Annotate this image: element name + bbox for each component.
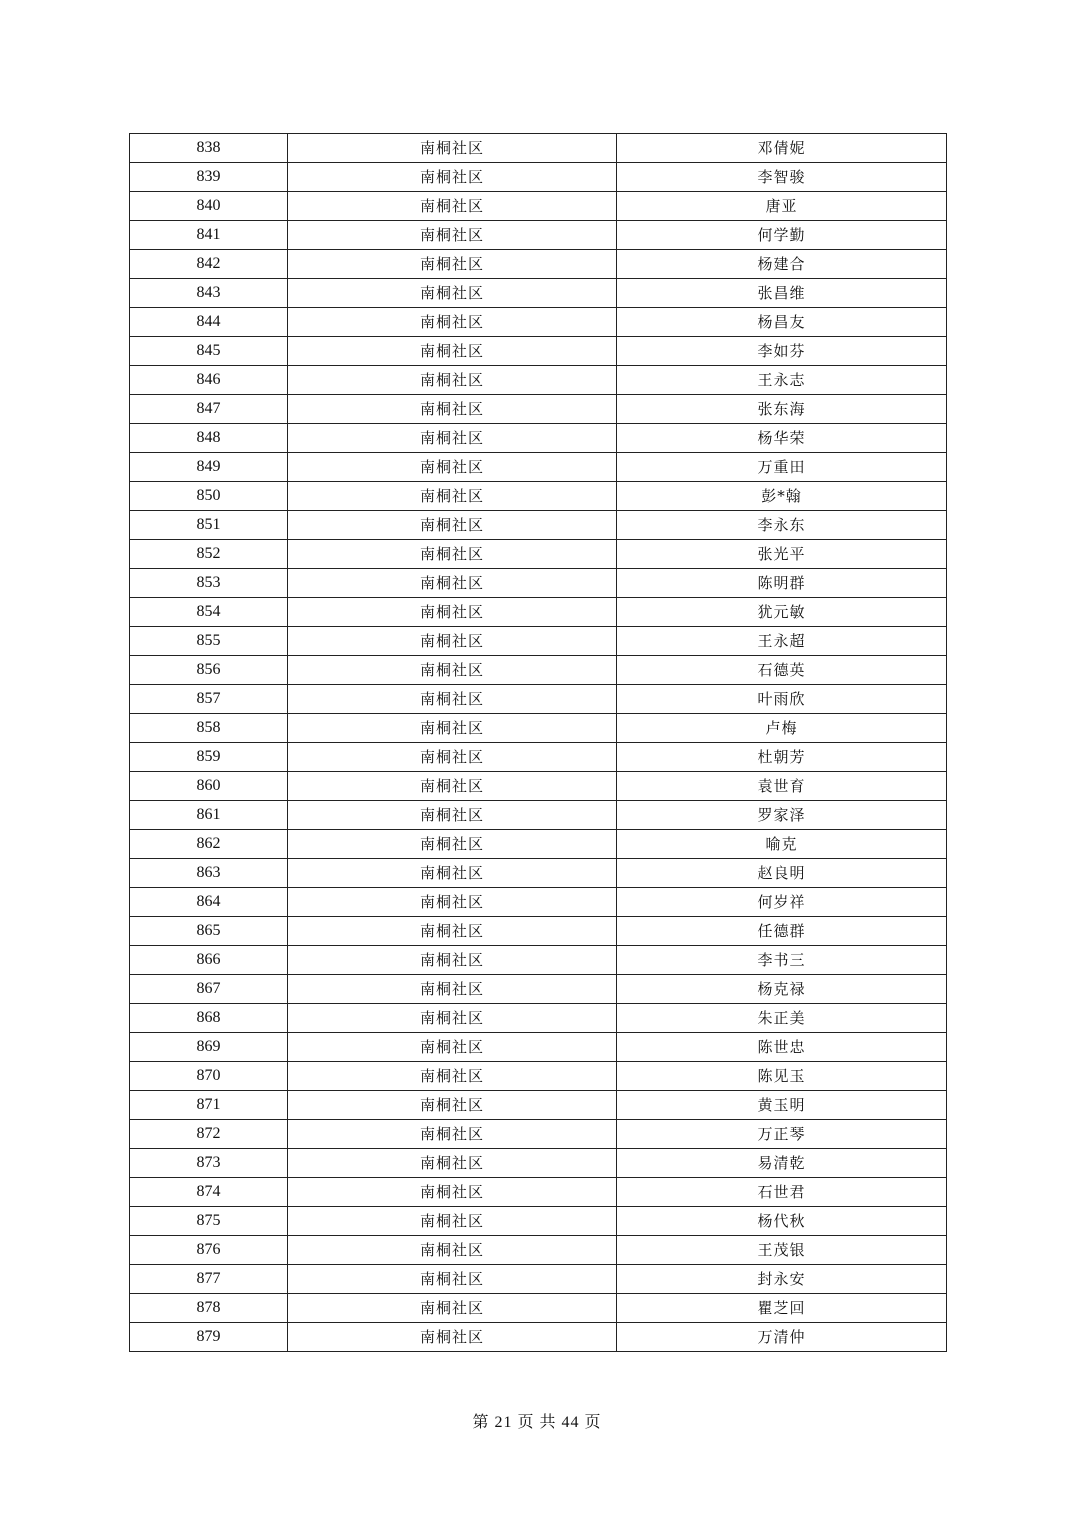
name-cell: 张东海 (617, 395, 947, 424)
name-cell: 彭*翰 (617, 482, 947, 511)
table-row (130, 279, 947, 308)
row-number-cell: 839 (130, 163, 288, 192)
name-cell: 王茂银 (617, 1236, 947, 1265)
name-cell: 犹元敏 (617, 598, 947, 627)
community-cell: 南桐社区 (288, 975, 617, 1004)
row-number-cell: 847 (130, 395, 288, 424)
row-number-cell: 841 (130, 221, 288, 250)
table-row (130, 1091, 947, 1120)
table-row (130, 424, 947, 453)
row-number-cell: 874 (130, 1178, 288, 1207)
name-cell: 万正琴 (617, 1120, 947, 1149)
row-number-cell: 860 (130, 772, 288, 801)
table-row (130, 337, 947, 366)
name-cell: 李永东 (617, 511, 947, 540)
table-row (130, 627, 947, 656)
table-row (130, 859, 947, 888)
community-cell: 南桐社区 (288, 714, 617, 743)
table-row (130, 540, 947, 569)
name-cell: 王永志 (617, 366, 947, 395)
table-row (130, 830, 947, 859)
name-cell: 杨代秋 (617, 1207, 947, 1236)
name-cell: 何岁祥 (617, 888, 947, 917)
table-row (130, 685, 947, 714)
row-number-cell: 864 (130, 888, 288, 917)
table-row (130, 656, 947, 685)
row-number-cell: 873 (130, 1149, 288, 1178)
name-cell: 杨克禄 (617, 975, 947, 1004)
community-cell: 南桐社区 (288, 482, 617, 511)
table-row (130, 1207, 947, 1236)
name-cell: 喻克 (617, 830, 947, 859)
name-cell: 石世君 (617, 1178, 947, 1207)
community-cell: 南桐社区 (288, 1033, 617, 1062)
community-cell: 南桐社区 (288, 453, 617, 482)
name-cell: 何学勤 (617, 221, 947, 250)
community-cell: 南桐社区 (288, 1323, 617, 1352)
table-row (130, 1236, 947, 1265)
row-number-cell: 879 (130, 1323, 288, 1352)
row-number-cell: 858 (130, 714, 288, 743)
row-number-cell: 852 (130, 540, 288, 569)
community-cell: 南桐社区 (288, 946, 617, 975)
table-row (130, 192, 947, 221)
row-number-cell: 846 (130, 366, 288, 395)
community-cell: 南桐社区 (288, 1294, 617, 1323)
name-cell: 张昌维 (617, 279, 947, 308)
table-row (130, 366, 947, 395)
table-row (130, 714, 947, 743)
community-cell: 南桐社区 (288, 192, 617, 221)
table-row (130, 1178, 947, 1207)
row-number-cell: 857 (130, 685, 288, 714)
community-cell: 南桐社区 (288, 1004, 617, 1033)
row-number-cell: 878 (130, 1294, 288, 1323)
row-number-cell: 867 (130, 975, 288, 1004)
table-row (130, 1149, 947, 1178)
table-row (130, 917, 947, 946)
community-cell: 南桐社区 (288, 366, 617, 395)
community-cell: 南桐社区 (288, 279, 617, 308)
community-cell: 南桐社区 (288, 163, 617, 192)
community-cell: 南桐社区 (288, 395, 617, 424)
row-number-cell: 849 (130, 453, 288, 482)
row-number-cell: 854 (130, 598, 288, 627)
community-cell: 南桐社区 (288, 1207, 617, 1236)
name-cell: 黄玉明 (617, 1091, 947, 1120)
roster-table (129, 133, 947, 1352)
table-row (130, 482, 947, 511)
community-cell: 南桐社区 (288, 917, 617, 946)
table-row (130, 395, 947, 424)
community-cell: 南桐社区 (288, 134, 617, 163)
community-cell: 南桐社区 (288, 627, 617, 656)
name-cell: 杨昌友 (617, 308, 947, 337)
name-cell: 万重田 (617, 453, 947, 482)
community-cell: 南桐社区 (288, 859, 617, 888)
row-number-cell: 862 (130, 830, 288, 859)
community-cell: 南桐社区 (288, 1062, 617, 1091)
row-number-cell: 838 (130, 134, 288, 163)
name-cell: 陈见玉 (617, 1062, 947, 1091)
community-cell: 南桐社区 (288, 424, 617, 453)
community-cell: 南桐社区 (288, 337, 617, 366)
name-cell: 万清仲 (617, 1323, 947, 1352)
community-cell: 南桐社区 (288, 801, 617, 830)
name-cell: 张光平 (617, 540, 947, 569)
row-number-cell: 843 (130, 279, 288, 308)
table-row (130, 1033, 947, 1062)
table-row (130, 1120, 947, 1149)
name-cell: 朱正美 (617, 1004, 947, 1033)
table-row (130, 134, 947, 163)
name-cell: 李如芬 (617, 337, 947, 366)
name-cell: 瞿芝回 (617, 1294, 947, 1323)
row-number-cell: 850 (130, 482, 288, 511)
roster-table-body (130, 134, 947, 1352)
community-cell: 南桐社区 (288, 1120, 617, 1149)
community-cell: 南桐社区 (288, 1149, 617, 1178)
row-number-cell: 844 (130, 308, 288, 337)
name-cell: 杨建合 (617, 250, 947, 279)
community-cell: 南桐社区 (288, 743, 617, 772)
table-row (130, 221, 947, 250)
row-number-cell: 842 (130, 250, 288, 279)
row-number-cell: 869 (130, 1033, 288, 1062)
community-cell: 南桐社区 (288, 830, 617, 859)
name-cell: 王永超 (617, 627, 947, 656)
row-number-cell: 851 (130, 511, 288, 540)
name-cell: 唐亚 (617, 192, 947, 221)
table-row (130, 743, 947, 772)
page-footer (0, 1409, 1074, 1432)
table-row (130, 308, 947, 337)
name-cell: 赵良明 (617, 859, 947, 888)
community-cell: 南桐社区 (288, 598, 617, 627)
table-row (130, 569, 947, 598)
community-cell: 南桐社区 (288, 1265, 617, 1294)
community-cell: 南桐社区 (288, 569, 617, 598)
community-cell: 南桐社区 (288, 250, 617, 279)
table-row (130, 1265, 947, 1294)
community-cell: 南桐社区 (288, 308, 617, 337)
table-row (130, 1062, 947, 1091)
table-row (130, 801, 947, 830)
table-row (130, 772, 947, 801)
table-row (130, 946, 947, 975)
community-cell: 南桐社区 (288, 540, 617, 569)
name-cell: 陈世忠 (617, 1033, 947, 1062)
name-cell: 任德群 (617, 917, 947, 946)
community-cell: 南桐社区 (288, 1178, 617, 1207)
name-cell: 袁世育 (617, 772, 947, 801)
table-row (130, 250, 947, 279)
community-cell: 南桐社区 (288, 511, 617, 540)
row-number-cell: 877 (130, 1265, 288, 1294)
row-number-cell: 876 (130, 1236, 288, 1265)
name-cell: 李智骏 (617, 163, 947, 192)
row-number-cell: 863 (130, 859, 288, 888)
name-cell: 叶雨欣 (617, 685, 947, 714)
table-row (130, 511, 947, 540)
row-number-cell: 871 (130, 1091, 288, 1120)
row-number-cell: 853 (130, 569, 288, 598)
name-cell: 邓倩妮 (617, 134, 947, 163)
community-cell: 南桐社区 (288, 1091, 617, 1120)
table-row (130, 888, 947, 917)
name-cell: 罗家泽 (617, 801, 947, 830)
table-row (130, 1323, 947, 1352)
community-cell: 南桐社区 (288, 221, 617, 250)
name-cell: 卢梅 (617, 714, 947, 743)
row-number-cell: 870 (130, 1062, 288, 1091)
row-number-cell: 856 (130, 656, 288, 685)
row-number-cell: 868 (130, 1004, 288, 1033)
row-number-cell: 859 (130, 743, 288, 772)
row-number-cell: 855 (130, 627, 288, 656)
name-cell: 李书三 (617, 946, 947, 975)
name-cell: 石德英 (617, 656, 947, 685)
name-cell: 杨华荣 (617, 424, 947, 453)
name-cell: 易清乾 (617, 1149, 947, 1178)
table-row (130, 453, 947, 482)
community-cell: 南桐社区 (288, 656, 617, 685)
page-number-label: 第 21 页 共 44 页 (472, 1414, 602, 1431)
name-cell: 陈明群 (617, 569, 947, 598)
row-number-cell: 875 (130, 1207, 288, 1236)
name-cell: 杜朝芳 (617, 743, 947, 772)
table-row (130, 975, 947, 1004)
name-cell: 封永安 (617, 1265, 947, 1294)
row-number-cell: 866 (130, 946, 288, 975)
table-row (130, 1294, 947, 1323)
row-number-cell: 865 (130, 917, 288, 946)
community-cell: 南桐社区 (288, 1236, 617, 1265)
row-number-cell: 840 (130, 192, 288, 221)
community-cell: 南桐社区 (288, 888, 617, 917)
row-number-cell: 872 (130, 1120, 288, 1149)
row-number-cell: 848 (130, 424, 288, 453)
table-row (130, 598, 947, 627)
community-cell: 南桐社区 (288, 685, 617, 714)
table-row (130, 163, 947, 192)
row-number-cell: 845 (130, 337, 288, 366)
row-number-cell: 861 (130, 801, 288, 830)
table-row (130, 1004, 947, 1033)
community-cell: 南桐社区 (288, 772, 617, 801)
